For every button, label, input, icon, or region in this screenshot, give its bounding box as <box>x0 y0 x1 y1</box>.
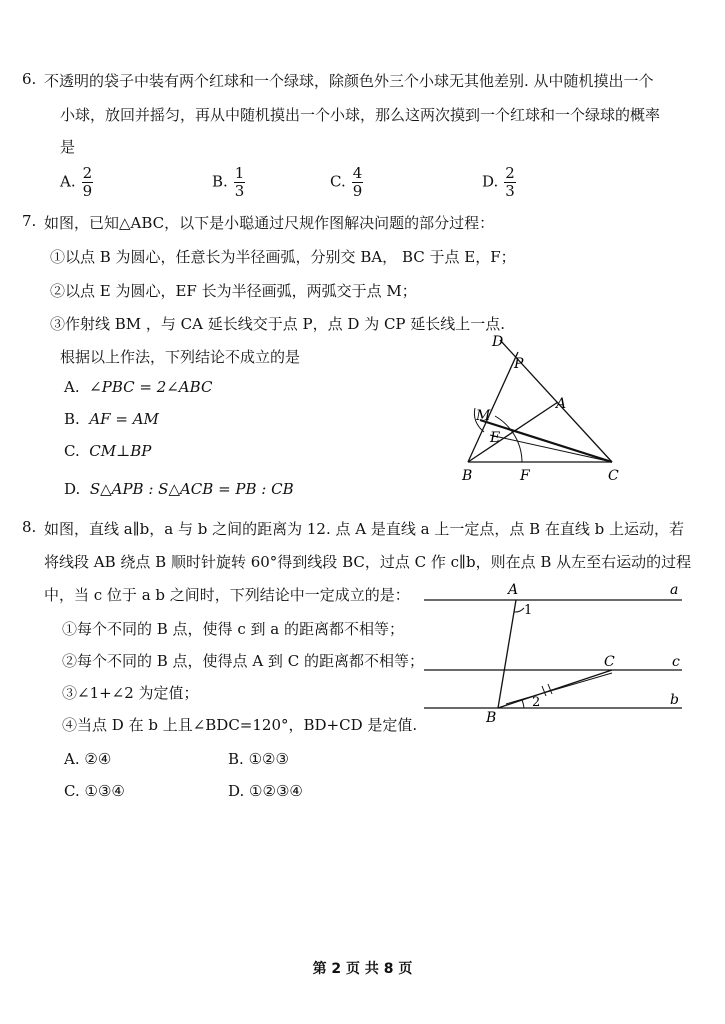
q8-label-a-line: a <box>670 582 679 598</box>
q7-option-b: B. AF = AM <box>64 410 159 428</box>
q8-segment-inner <box>506 673 612 704</box>
q8-label-c-point: C <box>604 654 615 670</box>
q7-segment-ec <box>490 435 612 462</box>
q8-angle-1-arc <box>514 608 524 612</box>
q8-label-b-point: B <box>486 710 497 726</box>
q7-label-m: M <box>476 408 491 424</box>
q6-option-c: C. $\frac{4}{9}$ <box>330 164 363 200</box>
q8-option-c: C. ①③④ <box>64 782 125 800</box>
q7-label-b: B <box>462 468 473 484</box>
q6-option-b: B. $\frac{1}{3}$ <box>212 164 245 200</box>
q8-statement-2: ②每个不同的 B 点，使得点 A 到 C 的距离都不相等； <box>62 652 424 670</box>
q8-statement-4: ④当点 D 在 b 上且∠BDC=120°，BD+CD 是定值. <box>62 716 418 734</box>
q8-option-d: D. ①②③④ <box>228 782 303 800</box>
q8-label-c-line: c <box>672 654 680 670</box>
q6-text-line1: 不透明的袋子中装有两个红球和一个绿球，除颜色外三个小球无其他差别. 从中随机摸出一个 <box>44 72 654 90</box>
q8-tick-2 <box>548 684 552 694</box>
q8-label-b-line: b <box>670 692 679 708</box>
q8-label-a-point: A <box>508 582 519 598</box>
q8-statement-3: ③∠1+∠2 为定值； <box>62 684 199 702</box>
q6-text-line3: 是 <box>60 138 76 156</box>
q7-label-a: A <box>556 396 567 412</box>
q7-figure <box>450 330 640 490</box>
q6-option-a: A. $\frac{2}{9}$ <box>60 164 93 200</box>
q8-statement-1: ①每个不同的 B 点，使得 c 到 a 的距离都不相等； <box>62 620 404 638</box>
q7-label-d: D <box>492 334 504 350</box>
q6-number: 6. <box>22 70 37 88</box>
q6-option-d: D. $\frac{2}{3}$ <box>482 164 515 200</box>
q7-label-c: C <box>608 468 619 484</box>
q7-option-a: A. ∠PBC = 2∠ABC <box>64 378 213 396</box>
q7-stem: 如图，已知△ABC，以下是小聪通过尺规作图解决问题的部分过程： <box>44 214 495 232</box>
q7-label-e: E <box>490 430 501 446</box>
q7-label-p: P <box>514 356 524 372</box>
q8-label-angle-1: 1 <box>524 603 533 618</box>
q8-tick-1 <box>542 686 546 696</box>
q8-segment-ab <box>498 600 516 708</box>
q8-segment-bc <box>498 670 612 708</box>
q7-step1: ①以点 B 为圆心，任意长为半径画弧，分别交 BA， BC 于点 E，F； <box>50 248 516 266</box>
q7-number: 7. <box>22 212 37 230</box>
q8-text-line3: 中，当 c 位于 a b 之间时，下列结论中一定成立的是： <box>44 586 410 604</box>
q8-text-line2: 将线段 AB 绕点 B 顺时针旋转 60°得到线段 BC，过点 C 作 c∥b，则在点 B 从左至右运动的过程 <box>44 553 692 571</box>
q7-option-c: C. CM⊥BP <box>64 442 152 460</box>
page-footer: 第 2 页 共 8 页 <box>312 961 413 977</box>
q6-text-line2: 小球，放回并摇匀，再从中随机摸出一个小球，那么这两次摸到一个红球和一个绿球的概率 <box>60 106 661 124</box>
q7-step2: ②以点 E 为圆心，EF 长为半径画弧，两弧交于点 M； <box>50 282 417 300</box>
q8-number: 8. <box>22 518 37 536</box>
q7-label-f: F <box>520 468 530 484</box>
q8-option-a: A. ②④ <box>64 750 112 768</box>
q7-option-d: D. S△APB : S△ACB = PB : CB <box>64 480 294 498</box>
q8-figure <box>420 578 695 728</box>
q7-step3: ③作射线 BM ，与 CA 延长线交于点 P，点 D 为 CP 延长线上一点. <box>50 315 506 333</box>
q7-question: 根据以上作法，下列结论不成立的是 <box>60 348 301 366</box>
q8-text-line1: 如图，直线 a∥b，a 与 b 之间的距离为 12. 点 A 是直线 a 上一定点，点 B 在直线 b 上运动，若 <box>44 520 685 538</box>
q8-option-b: B. ①②③ <box>228 750 289 768</box>
q8-angle-2-arc <box>522 700 524 708</box>
q8-label-angle-2: 2 <box>532 695 541 710</box>
